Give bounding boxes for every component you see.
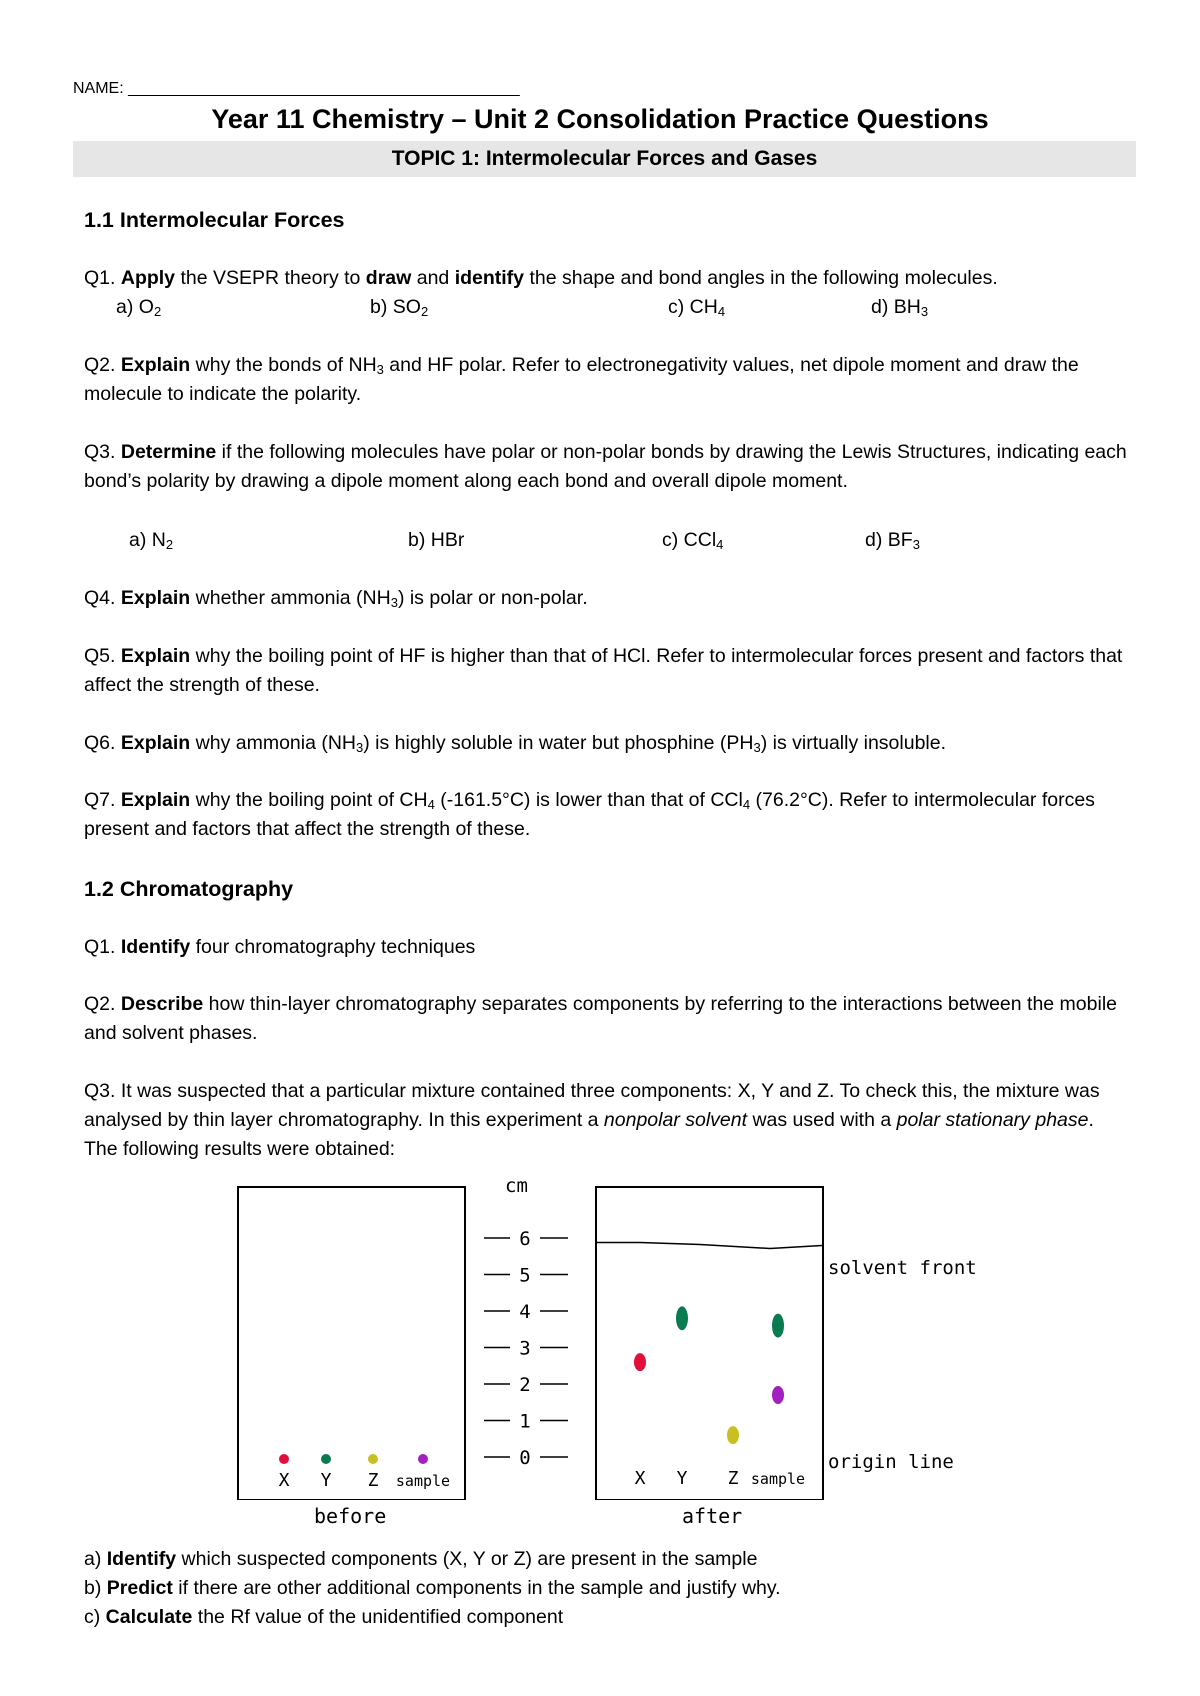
- after-spot-X-X: [634, 1353, 646, 1371]
- q1-option-a: a) $O_2$: [116, 296, 162, 319]
- q3-option-d: d) $BF_3$: [865, 529, 920, 552]
- scale-label-2: 2: [519, 1374, 531, 1396]
- question-2-3: Q3. It was suspected that a particular mixture contained three components: X, Y and Z. To check this, the mixture was analysed by thin layer chromatography. In this experiment a nonpolar solvent was used with a polar stationary phase. The following results were obtained:: [84, 1080, 1100, 1160]
- page-title: Year 11 Chemistry – Unit 2 Consolidation Practice Questions: [211, 104, 989, 134]
- before-lane-label-sample: sample: [395, 1472, 451, 1490]
- after-plate: [596, 1187, 823, 1500]
- before-spot-sample: [418, 1454, 428, 1464]
- before-spot-X: [279, 1454, 289, 1464]
- q3-option-a: a) $N_2$: [129, 529, 174, 552]
- origin-line-label: origin line: [828, 1451, 954, 1473]
- q3-option-c: c) CCl$_4$: [662, 529, 724, 552]
- q1-option-b: b) $SO_2$: [370, 296, 429, 319]
- after-spot-sample-sample: [772, 1386, 784, 1404]
- question-2-2: Q2. Describe how thin-layer chromatography separates components by referring to the interactions between the mobile and solvent phases.: [84, 993, 1117, 1044]
- after-lane-label-Z: Z: [727, 1468, 739, 1489]
- after-caption: after: [682, 1504, 743, 1528]
- section-heading-chromatography: 1.2 Chromatography: [84, 877, 294, 901]
- question-1-4: Q4. Explain whether ammonia $(NH_3)$ is polar or non-polar.: [84, 587, 588, 610]
- question-1-2: Q2. Explain why the bonds of $NH_3$ and HF polar. Refer to electronegativity values, net dipole moment and draw the molecule to indicate the polarity.: [84, 354, 1079, 405]
- question-2-3-part-c: c) Calculate the Rf value of the unidentified component: [84, 1606, 564, 1628]
- after-lane-label-Y: Y: [676, 1468, 688, 1489]
- before-plate: [238, 1187, 465, 1500]
- solvent-front-label: solvent front: [828, 1257, 977, 1279]
- scale-label-6: 6: [519, 1228, 531, 1250]
- question-1-7: Q7. Explain why the boiling point of $CH_4$ (-161.5°C) is lower than that of CCl$_4$ (76.2°C). Refer to intermolecular forces present and factors that affect the strength of these.: [84, 789, 1095, 840]
- question-2-1: Q1. Identify four chromatography techniques: [84, 936, 476, 958]
- unit-label: cm: [505, 1175, 528, 1197]
- before-lane-label-X: X: [278, 1470, 290, 1491]
- topic-heading: TOPIC 1: Intermolecular Forces and Gases: [391, 147, 818, 170]
- question-1-6: Q6. Explain why ammonia $(NH_3)$ is highly soluble in water but phosphine $(PH_3)$ is virtually insoluble.: [84, 732, 947, 755]
- name-field-label: NAME: ____________________________________________: [73, 80, 520, 97]
- before-spot-Y: [321, 1454, 331, 1464]
- after-lane-label-sample: sample: [750, 1470, 806, 1488]
- scale-label-5: 5: [519, 1264, 531, 1287]
- question-2-3-part-a: a) Identify which suspected components (X, Y or Z) are present in the sample: [84, 1548, 758, 1570]
- after-spot-Z-Z: [727, 1426, 739, 1444]
- after-lane-label-X: X: [634, 1468, 646, 1489]
- scale-label-1: 1: [519, 1410, 531, 1433]
- question-1-3: Q3. Determine if the following molecules have polar or non-polar bonds by drawing the Lewis Structures, indicating each bond’s polarity by drawing a dipole moment along each bond and overall dipole moment.: [84, 441, 1127, 492]
- before-caption: before: [314, 1504, 387, 1528]
- q1-option-c: c) $CH_4$: [668, 296, 726, 319]
- solvent-front-line: [597, 1242, 822, 1248]
- question-1-5: Q5. Explain why the boiling point of HF is higher than that of HCl. Refer to intermolecular forces present and factors that affect the strength of these.: [84, 645, 1123, 696]
- after-spot-sample-Y: [772, 1314, 784, 1338]
- before-spot-Z: [368, 1454, 378, 1464]
- after-spot-Y-Y: [676, 1306, 688, 1330]
- before-lane-label-Y: Y: [320, 1470, 332, 1491]
- scale-label-3: 3: [519, 1337, 531, 1360]
- scale-label-4: 4: [519, 1301, 531, 1323]
- question-2-3-part-b: b) Predict if there are other additional components in the sample and justify why.: [84, 1577, 781, 1599]
- q3-option-b: b) HBr: [408, 529, 465, 551]
- before-lane-label-Z: Z: [367, 1470, 379, 1491]
- tlc-diagram: [0, 1160, 1200, 1500]
- q1-option-d: d) $BH_3$: [871, 296, 929, 319]
- section-heading-intermolecular-forces: 1.1 Intermolecular Forces: [84, 208, 345, 232]
- scale-label-0: 0: [519, 1447, 531, 1469]
- question-1-1: Q1. Apply the VSEPR theory to draw and identify the shape and bond angles in the following molecules.: [84, 267, 998, 289]
